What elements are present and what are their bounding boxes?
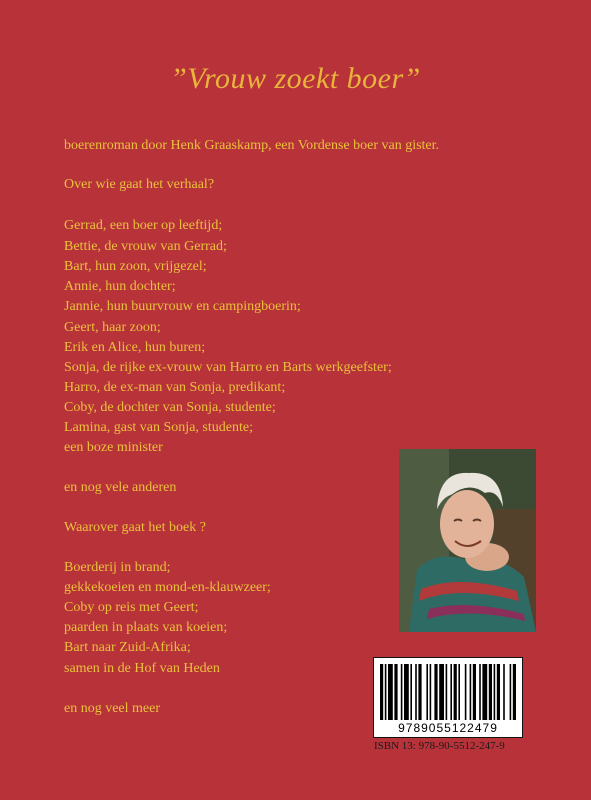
barcode-bar [489, 664, 492, 720]
barcode-bar [465, 664, 467, 720]
character-line: Jannie, hun buurvrouw en campingboerin; [64, 299, 301, 314]
topic-line: Coby op reis met Geert; [64, 600, 199, 615]
character-line: Lamina, gast van Sonja, studente; [64, 420, 253, 435]
barcode-bar [497, 664, 500, 720]
question-what: Waarover gaat het boek ? [64, 520, 206, 535]
barcode-bar [394, 664, 397, 720]
isbn-label: ISBN 13: 978-90-5512-247-9 [374, 740, 505, 752]
character-line: Bettie, de vrouw van Gerrad; [64, 239, 227, 254]
more-characters: en nog vele anderen [64, 480, 177, 495]
barcode-bar [418, 664, 421, 720]
topic-line: gekkekoeien en mond-en-klauwzeer; [64, 580, 271, 595]
barcode [373, 657, 523, 738]
barcode-bar [385, 664, 387, 720]
barcode-bar [401, 664, 403, 720]
character-line: een boze minister [64, 440, 163, 455]
barcode-bar [479, 664, 481, 720]
barcode-bar [439, 664, 444, 720]
barcode-bar [458, 664, 460, 720]
barcode-bar [473, 664, 476, 720]
character-line: Annie, hun dochter; [64, 279, 176, 294]
question-who: Over wie gaat het verhaal? [64, 177, 215, 192]
more-topics: en nog veel meer [64, 701, 161, 716]
barcode-bar [430, 664, 432, 720]
barcode-bar [510, 664, 512, 720]
barcode-bar [494, 664, 496, 720]
barcode-bar [410, 664, 412, 720]
barcode-number: 9789055122479 [398, 721, 498, 735]
topic-line: samen in de Hof van Heden [64, 661, 220, 676]
barcode-bar [434, 664, 437, 720]
barcode-bar [388, 664, 393, 720]
barcode-bar [380, 664, 383, 720]
barcode-bar [415, 664, 417, 720]
barcode-bar [454, 664, 457, 720]
barcode-bar [446, 664, 448, 720]
character-line: Erik en Alice, hun buren; [64, 340, 206, 355]
barcode-bar [426, 664, 428, 720]
barcode-bar [503, 664, 505, 720]
character-line: Geert, haar zoon; [64, 320, 161, 335]
barcode-bar [404, 664, 409, 720]
character-line: Sonja, de rijke ex-vrouw van Harro en Barts werkgeefster; [64, 360, 392, 375]
topic-line: Boerderij in brand; [64, 560, 171, 575]
character-line: Coby, de dochter van Sonja, studente; [64, 400, 276, 415]
barcode-bars [374, 658, 522, 737]
author-portrait-icon [399, 449, 536, 632]
topic-line: paarden in plaats van koeien; [64, 620, 228, 635]
character-line: Harro, de ex-man van Sonja, predikant; [64, 380, 286, 395]
barcode-bar [513, 664, 516, 720]
book-title: ”Vrouw zoekt boer” [170, 62, 421, 95]
character-line: Bart, hun zoon, vrijgezel; [64, 259, 207, 274]
barcode-bar [450, 664, 452, 720]
barcode-bar [482, 664, 487, 720]
author-photo [399, 449, 536, 632]
character-line: Gerrad, een boer op leeftijd; [64, 218, 223, 233]
subtitle: boerenroman door Henk Graaskamp, een Vordense boer van gister. [64, 138, 440, 153]
barcode-bar [470, 664, 472, 720]
topic-line: Bart naar Zuid-Afrika; [64, 640, 191, 655]
